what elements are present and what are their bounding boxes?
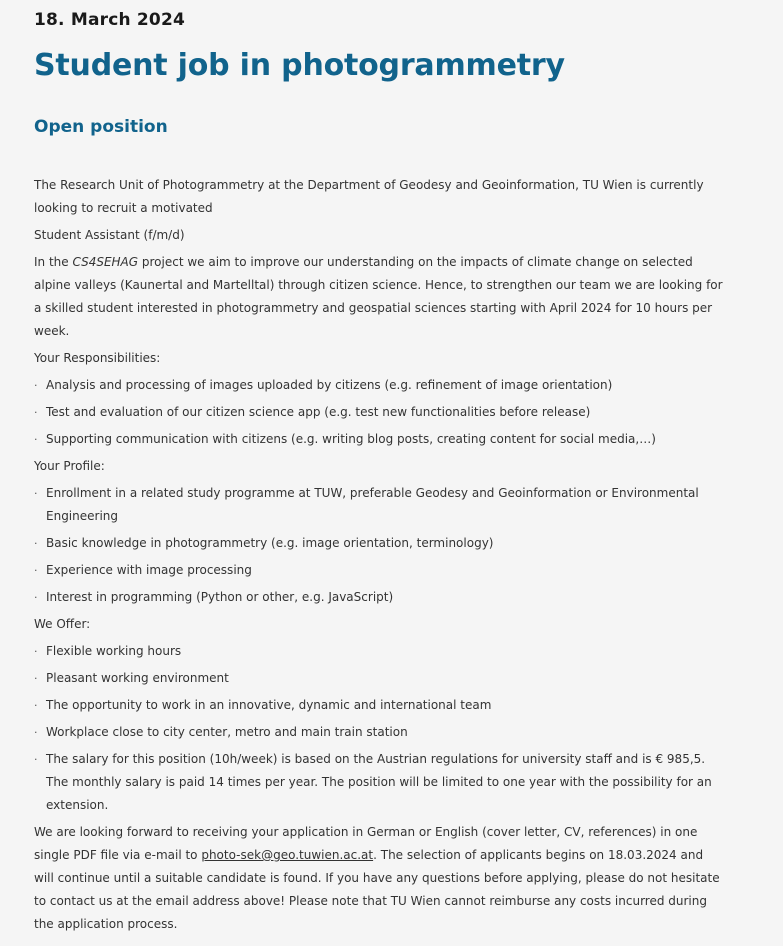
list-item <box>34 428 724 451</box>
section-subtitle: Open position <box>34 117 168 137</box>
list-item-text: Experience with image processing <box>46 563 252 577</box>
list-item <box>34 401 724 424</box>
email-link[interactable]: photo-sek@geo.tuwien.ac.at <box>201 848 374 862</box>
bullet-icon: · <box>34 672 38 685</box>
list-item <box>34 640 724 663</box>
page-title: Student job in photogrammetry <box>34 48 565 83</box>
offer-heading: We Offer: <box>34 617 91 631</box>
project-suffix: project we aim to improve our understanding on the impacts of climate change on selected alpine valleys (Kaunertal and Martelltal) through citizen science. Hence, to strengthen our team we are looking for a skilled student interested in photogrammetry and geospatial sciences starting with April 2024 for 10 hours per week. <box>34 255 723 338</box>
bullet-icon: · <box>34 406 38 419</box>
list-item-text: The opportunity to work in an innovative, dynamic and international team <box>46 698 492 712</box>
closing-suffix: . The selection of applicants begins on 18.03.2024 and will continue until a suitable candidate is found. If you have any questions before applying, please do not hesitate to contact us at the email address above! Please note that TU Wien cannot reimburse any costs incurred during the application process. <box>34 848 720 931</box>
list-item-text: Workplace close to city center, metro and main train station <box>46 725 408 739</box>
list-item-text: Analysis and processing of images uploaded by citizens (e.g. refinement of image orientation) <box>46 378 613 392</box>
list-item <box>34 694 724 717</box>
bullet-icon: · <box>34 591 38 604</box>
project-prefix: In the <box>34 255 73 269</box>
list-item-text: Interest in programming (Python or other, e.g. JavaScript) <box>46 590 394 604</box>
offer-list <box>34 640 724 817</box>
list-item <box>34 482 724 528</box>
list-item-text: Pleasant working environment <box>46 671 229 685</box>
list-item <box>34 586 724 609</box>
bullet-icon: · <box>34 379 38 392</box>
post-date: 18. March 2024 <box>34 10 186 30</box>
responsibilities-heading: Your Responsibilities: <box>34 351 161 365</box>
list-item-text: The salary for this position (10h/week) is based on the Austrian regulations for university staff and is € 985,5. The monthly salary is paid 14 times per year. The position will be limited to one year with the possibility for an extension. <box>46 752 712 812</box>
closing-paragraph <box>34 821 724 936</box>
bullet-icon: · <box>34 537 38 550</box>
profile-heading: Your Profile: <box>34 459 105 473</box>
intro-paragraph: The Research Unit of Photogrammetry at the Department of Geodesy and Geoinformation, TU Wien is currently looking to recruit a motivated <box>34 178 704 215</box>
list-item-text: Enrollment in a related study programme at TUW, preferable Geodesy and Geoinformation or Environmental Engineering <box>46 486 699 523</box>
position-title: Student Assistant (f/m/d) <box>34 228 185 242</box>
bullet-icon: · <box>34 433 38 446</box>
bullet-icon: · <box>34 726 38 739</box>
list-item <box>34 532 724 555</box>
closing-prefix: We are looking forward to receiving your application in German or English (cover letter, CV, references) in one single PDF file via e-mail to <box>34 825 698 862</box>
responsibilities-list <box>34 374 724 451</box>
list-item <box>34 667 724 690</box>
list-item <box>34 374 724 397</box>
bullet-icon: · <box>34 699 38 712</box>
bullet-icon: · <box>34 487 38 500</box>
project-name: CS4SEHAG <box>72 255 139 269</box>
project-paragraph <box>34 251 724 343</box>
list-item-text: Basic knowledge in photogrammetry (e.g. image orientation, terminology) <box>46 536 494 550</box>
list-item <box>34 559 724 582</box>
bullet-icon: · <box>34 564 38 577</box>
profile-list <box>34 482 724 609</box>
list-item-text: Flexible working hours <box>46 644 182 658</box>
list-item-text: Supporting communication with citizens (e.g. writing blog posts, creating content for social media,…) <box>46 432 656 446</box>
list-item <box>34 748 724 817</box>
bullet-icon: · <box>34 645 38 658</box>
bullet-icon: · <box>34 753 38 766</box>
list-item <box>34 721 724 744</box>
posting-body <box>34 174 724 940</box>
list-item-text: Test and evaluation of our citizen science app (e.g. test new functionalities before release) <box>46 405 591 419</box>
